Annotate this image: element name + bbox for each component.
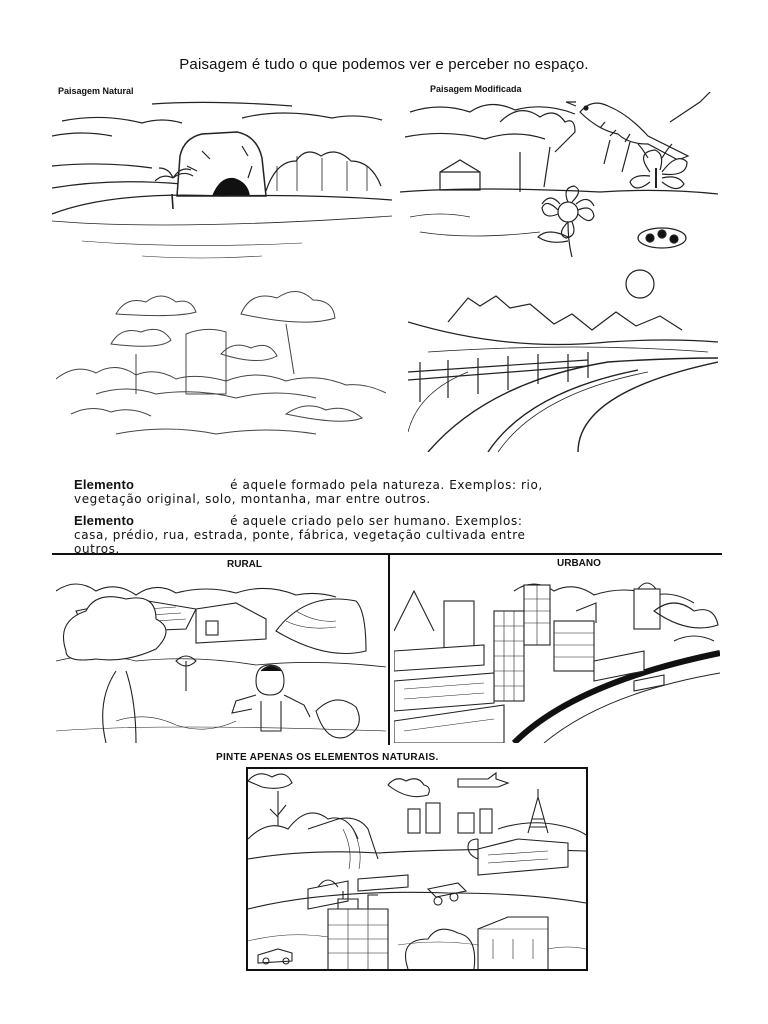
modified-landscape-drawing: [400, 92, 718, 257]
activity-instruction: PINTE APENAS OS ELEMENTOS NATURAIS.: [216, 752, 439, 763]
coloring-activity-drawing: [246, 767, 588, 971]
natural-landscape-drawing: [52, 96, 392, 266]
definition-text: é aquele criado pelo ser humano. Exemplos:: [230, 514, 523, 528]
definition-text-line3: outros.: [74, 542, 120, 556]
label-modified-landscape: Paisagem Modificada: [430, 84, 522, 94]
definition-natural-element: [74, 478, 724, 506]
urban-caption: URBANO: [557, 558, 601, 569]
definition-term: Elemento: [74, 513, 135, 528]
definition-text-line2: casa, prédio, rua, estrada, ponte, fábrica, vegetação cultivada entre: [74, 528, 526, 542]
definition-term: Elemento: [74, 477, 135, 492]
urban-scene-drawing: [394, 571, 720, 743]
natural-forest-drawing: [56, 284, 386, 444]
rural-scene-drawing: [56, 571, 386, 743]
page-title: Paisagem é tudo o que podemos ver e perceber no espaço.: [179, 56, 589, 73]
rural-urban-comparison: [52, 553, 722, 745]
definition-human-element: [74, 514, 724, 556]
rural-caption: RURAL: [227, 559, 262, 570]
road-mountains-drawing: [408, 262, 718, 452]
definition-text: é aquele formado pela natureza. Exemplos: rio,: [230, 478, 543, 492]
definition-text-line2: vegetação original, solo, montanha, mar entre outros.: [74, 492, 431, 506]
label-natural-landscape: Paisagem Natural: [58, 86, 134, 96]
